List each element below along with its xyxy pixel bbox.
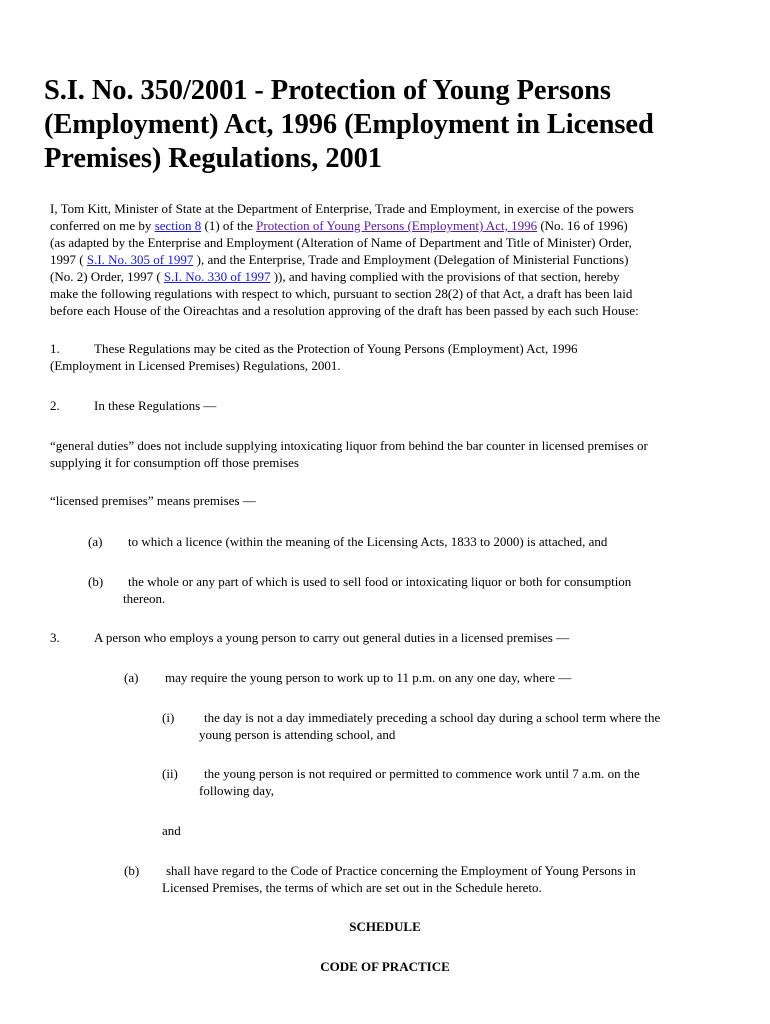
reg-3a-i-text: the day is not a day immediately preceding a school day during a school term where the — [204, 710, 661, 725]
title-line: S.I. No. 350/2001 - Protection of Young Persons — [44, 75, 611, 106]
intro-text: before each House of the Oireachtas and a resolution approving of the draft has been passed by each such House: — [50, 303, 639, 318]
definition-b-text: thereon. — [123, 591, 166, 606]
reg-2-number: 2. — [50, 398, 60, 413]
intro-text: (No. 2) Order, 1997 ( — [50, 269, 164, 284]
reg-3b-text: shall have regard to the Code of Practice concerning the Employment of Young Persons in — [166, 863, 636, 878]
reg-3a-i-label: (i) — [162, 710, 175, 725]
and-connector: and — [162, 823, 181, 838]
schedule-heading: SCHEDULE — [349, 919, 421, 934]
reg-3b-text: Licensed Premises, the terms of which are set out in the Schedule hereto. — [162, 880, 542, 895]
definition-a-text: to which a licence (within the meaning of the Licensing Acts, 1833 to 2000) is attached, and — [128, 534, 608, 549]
si-305-link[interactable]: S.I. No. 305 of 1997 — [86, 252, 194, 267]
intro-text: (No. 16 of 1996) — [537, 218, 628, 233]
intro-text: conferred on me by — [50, 218, 155, 233]
reg-1-text-line: These Regulations may be cited as the Protection of Young Persons (Employment) Act, 1996 — [94, 341, 578, 356]
intro-text: (1) of the — [201, 218, 257, 233]
definition-b-text: the whole or any part of which is used to sell food or intoxicating liquor or both for consumption — [128, 574, 632, 589]
reg-3a-i-text: young person is attending school, and — [199, 727, 396, 742]
page-title — [44, 74, 744, 176]
intro-paragraph — [50, 200, 730, 319]
intro-text: ), and the Enterprise, Trade and Employment (Delegation of Ministerial Functions) — [193, 252, 629, 267]
code-of-practice-heading: CODE OF PRACTICE — [320, 959, 450, 974]
definition-b-label: (b) — [88, 574, 104, 589]
reg-3a-ii-text: following day, — [199, 783, 274, 798]
intro-text: (as adapted by the Enterprise and Employment (Alteration of Name of Department and Title of Minister) Order, — [50, 235, 632, 250]
reg-3a-text: may require the young person to work up to 11 p.m. on any one day, where — — [165, 670, 572, 685]
reg-3a-ii-text: the young person is not required or permitted to commence work until 7 a.m. on the — [204, 766, 640, 781]
intro-text: make the following regulations with respect to which, pursuant to section 28(2) of that Act, a draft has been laid — [50, 286, 633, 301]
reg-3-number: 3. — [50, 630, 60, 645]
section-8-link[interactable]: section 8 — [154, 218, 202, 233]
title-line: Premises) Regulations, 2001 — [44, 143, 382, 174]
reg-3b-label: (b) — [124, 863, 140, 878]
reg-3a-label: (a) — [124, 670, 139, 685]
intro-text: )), and having complied with the provisions of that section, hereby — [270, 269, 620, 284]
reg-3-text: A person who employs a young person to carry out general duties in a licensed premises — — [94, 630, 570, 645]
reg-3a-ii-label: (ii) — [162, 766, 178, 781]
reg-1-text-line: (Employment in Licensed Premises) Regulations, 2001. — [50, 358, 341, 373]
reg-1-number: 1. — [50, 341, 60, 356]
intro-text: I, Tom Kitt, Minister of State at the Department of Enterprise, Trade and Employment, in exercise of the powers — [50, 201, 634, 216]
definition-a-label: (a) — [88, 534, 103, 549]
intro-text: 1997 ( — [50, 252, 87, 267]
definition-licensed-premises: “licensed premises” means premises — — [50, 493, 256, 508]
title-line: (Employment) Act, 1996 (Employment in Licensed — [44, 109, 654, 140]
definition-general-duties: “general duties” does not include supplying intoxicating liquor from behind the bar counter in licensed premises or — [50, 438, 648, 453]
act-1996-link[interactable]: Protection of Young Persons (Employment) Act, 1996 — [256, 218, 538, 233]
si-330-link[interactable]: S.I. No. 330 of 1997 — [163, 269, 271, 284]
reg-2-text: In these Regulations — — [94, 398, 217, 413]
definition-general-duties: supplying it for consumption off those premises — [50, 455, 299, 470]
